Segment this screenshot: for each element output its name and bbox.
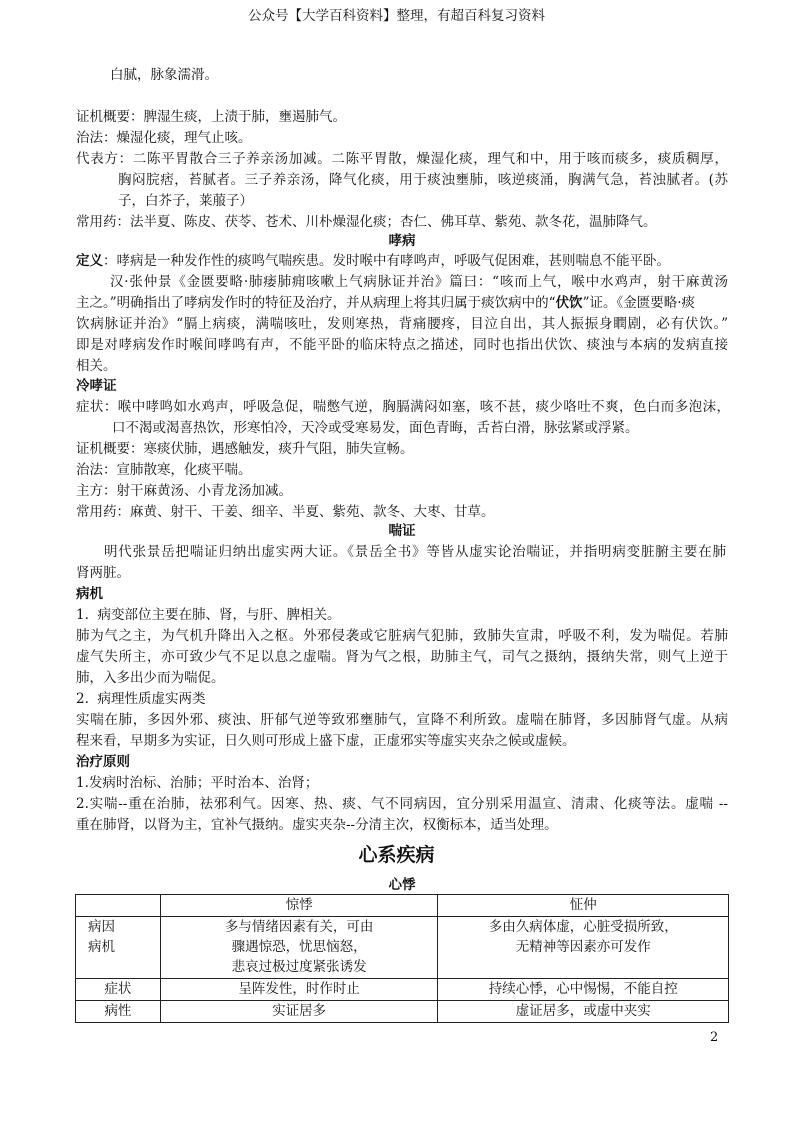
table-row	[76, 1001, 729, 1023]
text-line: 胸闷脘痞，苔腻者。三子养亲汤，降气化痰，用于痰浊壅肺，咳逆痰涌，胸满气急，苔浊腻者。(苏	[118, 172, 728, 188]
cell-line: 无精神等因素亦可发作	[515, 939, 651, 955]
text-line	[76, 293, 728, 313]
definition-label: 定义	[76, 253, 103, 269]
header-cell: 怔仲	[438, 895, 729, 917]
text-line: 症状：喉中哮鸣如水鸡声，呼吸急促，喘憋气逆，胸膈满闷如塞，咳不甚，痰少咯吐不爽，色白而多泡沫，	[76, 399, 730, 415]
label-line: 病机	[88, 939, 115, 955]
text-line: 常用药：麻黄、射干、干姜、细辛、半夏、紫苑、款冬、大枣、甘草。	[76, 504, 495, 520]
text-line: 程来看，早期多为实证，日久则可形成上盛下虚，正虚邪实等虚实夹杂之候或虚候。	[76, 733, 576, 749]
text-line: 肾两脏。	[76, 565, 130, 581]
definition-text: ：哮病是一种发作性的痰鸣气喘疾患。发时喉中有哮鸣声，呼吸气促困难，甚则喘息不能平卧。	[103, 253, 670, 269]
page-header: 公众号【大学百科资料】整理，有超百科复习资料	[248, 8, 545, 24]
text-line: 1. 病变部位主要在肺、肾，与肝、脾相关。	[76, 607, 341, 623]
text-line: 2.实喘--重在治肺，祛邪利气。因寒、热、痰、气不同病因，宜分别采用温宣、清肃、化痰等法。虚喘 --	[76, 796, 728, 812]
cell	[160, 917, 438, 979]
text-line: 即是对哮病发作时喉间哮鸣有声，不能平卧的临床特点之描述，同时也指出伏饮、痰浊与本病的发病直接	[76, 337, 728, 353]
cell: 实证居多	[160, 1001, 438, 1023]
text-line: 常用药：法半夏、陈皮、茯苓、苍术、川朴燥湿化痰；杏仁、佛耳草、紫苑、款冬花，温肺降气。	[76, 214, 657, 230]
text-line: 2. 病理性质虚实两类	[76, 691, 206, 707]
section-title: 心系疾病	[358, 844, 435, 866]
text-line: 证机概要：脾湿生痰，上渍于肺，壅遏肺气。	[76, 109, 346, 125]
cell-line: 多由久病体虚，心脏受损所致，	[488, 919, 678, 935]
text-line: 重在肺肾，以肾为主，宜补气摄纳。虚实夹杂--分清主次，权衡标本，适当处理。	[76, 817, 558, 833]
text-line: 证机概要：寒痰伏肺，遇感触发，痰升气阻，肺失宣畅。	[76, 441, 414, 457]
row-label: 病性	[76, 1001, 161, 1023]
heading-bingji: 病机	[76, 586, 103, 602]
text-line: 子，白芥子，莱菔子）	[118, 193, 253, 209]
text-line: 口不渴或渴喜热饮，形寒怕冷，天冷或受寒易发，面色青晦，舌苔白滑，脉弦紧或浮紧。	[112, 420, 639, 436]
text-line: 明代张景岳把喘证归纳出虚实两大证。《景岳全书》等皆从虚实论治喘证，并指明病变脏腑主要在肺	[104, 544, 726, 560]
cell: 呈阵发性，时作时止	[160, 979, 438, 1001]
header-cell: 惊悸	[160, 895, 438, 917]
table-header-row	[76, 895, 729, 917]
text-line: 1.发病时治标、治肺；平时治本、治肾；	[76, 775, 319, 791]
header-cell	[76, 895, 161, 917]
text-line: 治法：燥湿化痰，理气止咳。	[76, 130, 252, 146]
heading-lengxiao: 冷哮证	[76, 378, 117, 394]
text-line: 肺，入多出少而为喘促。	[76, 670, 225, 686]
text-line: 主方：射干麻黄汤、小青龙汤加减。	[76, 483, 292, 499]
cell-line: 多与情绪因素有关，可由	[224, 919, 374, 935]
cell	[438, 917, 729, 979]
text-line: 汉·张仲景《金匮要略·肺痿肺痈咳嗽上气病脉证并治》篇曰：“咳而上气，喉中水鸡声，射干麻黄汤	[110, 274, 728, 290]
text-segment: 主之。”明确指出了哮病发作时的特征及治疗，并从病理上将其归属于痰饮病中的“	[76, 295, 556, 311]
text-line: 肺为气之主，为气机升降出入之枢。外邪侵袭或它脏病气犯肺，致肺失宣肃，呼吸不利，发为喘促。若肺	[76, 628, 728, 644]
heading-treatment-principles: 治疗原则	[76, 754, 130, 770]
definition-line	[76, 251, 728, 271]
row-label	[76, 917, 161, 979]
cell-line: 悲哀过极过度紧张诱发	[231, 959, 367, 975]
row-label: 症状	[76, 979, 161, 1001]
text-segment: ”证。《金匮要略·痰	[582, 295, 696, 311]
cell-line: 骤遇惊恐，忧思恼怒，	[231, 939, 367, 955]
heading-xiaobing: 哮病	[388, 233, 416, 249]
table-row	[76, 917, 729, 979]
bold-term: 伏饮	[555, 295, 583, 311]
cell: 持续心悸，心中惕惕，不能自控	[438, 979, 729, 1001]
heading-chuanzheng: 喘证	[388, 523, 416, 539]
comparison-table	[75, 894, 729, 1023]
text-line: 治法：宣肺散寒，化痰平喘。	[76, 462, 252, 478]
cell: 虚证居多，或虚中夹实	[438, 1001, 729, 1023]
table-row	[76, 979, 729, 1001]
text-line: 白腻，脉象濡滑。	[110, 67, 218, 83]
page-number: 2	[710, 1030, 719, 1045]
text-line: 相关。	[76, 358, 117, 374]
table-caption: 心悸	[388, 877, 416, 893]
text-line: 饮病脉证并治》“膈上病痰，满喘咳吐，发则寒热，背痛腰疼，目泣自出，其人振振身瞤剧，必有伏饮。”	[76, 316, 728, 332]
label-line: 病因	[88, 919, 115, 935]
text-line: 代表方：二陈平胃散合三子养亲汤加减。二陈平胃散，燥湿化痰，理气和中，用于咳而痰多，痰质稠厚，	[76, 151, 728, 167]
text-line: 实喘在肺，多因外邪、痰浊、肝郁气逆等致邪壅肺气，宣降不利所致。虚喘在肺肾，多因肺肾气虚。从病	[76, 712, 728, 728]
text-line: 虚气失所主，亦可致少气不足以息之虚喘。肾为气之根，助肺主气，司气之摄纳，摄纳失常，则气上逆于	[76, 649, 728, 665]
